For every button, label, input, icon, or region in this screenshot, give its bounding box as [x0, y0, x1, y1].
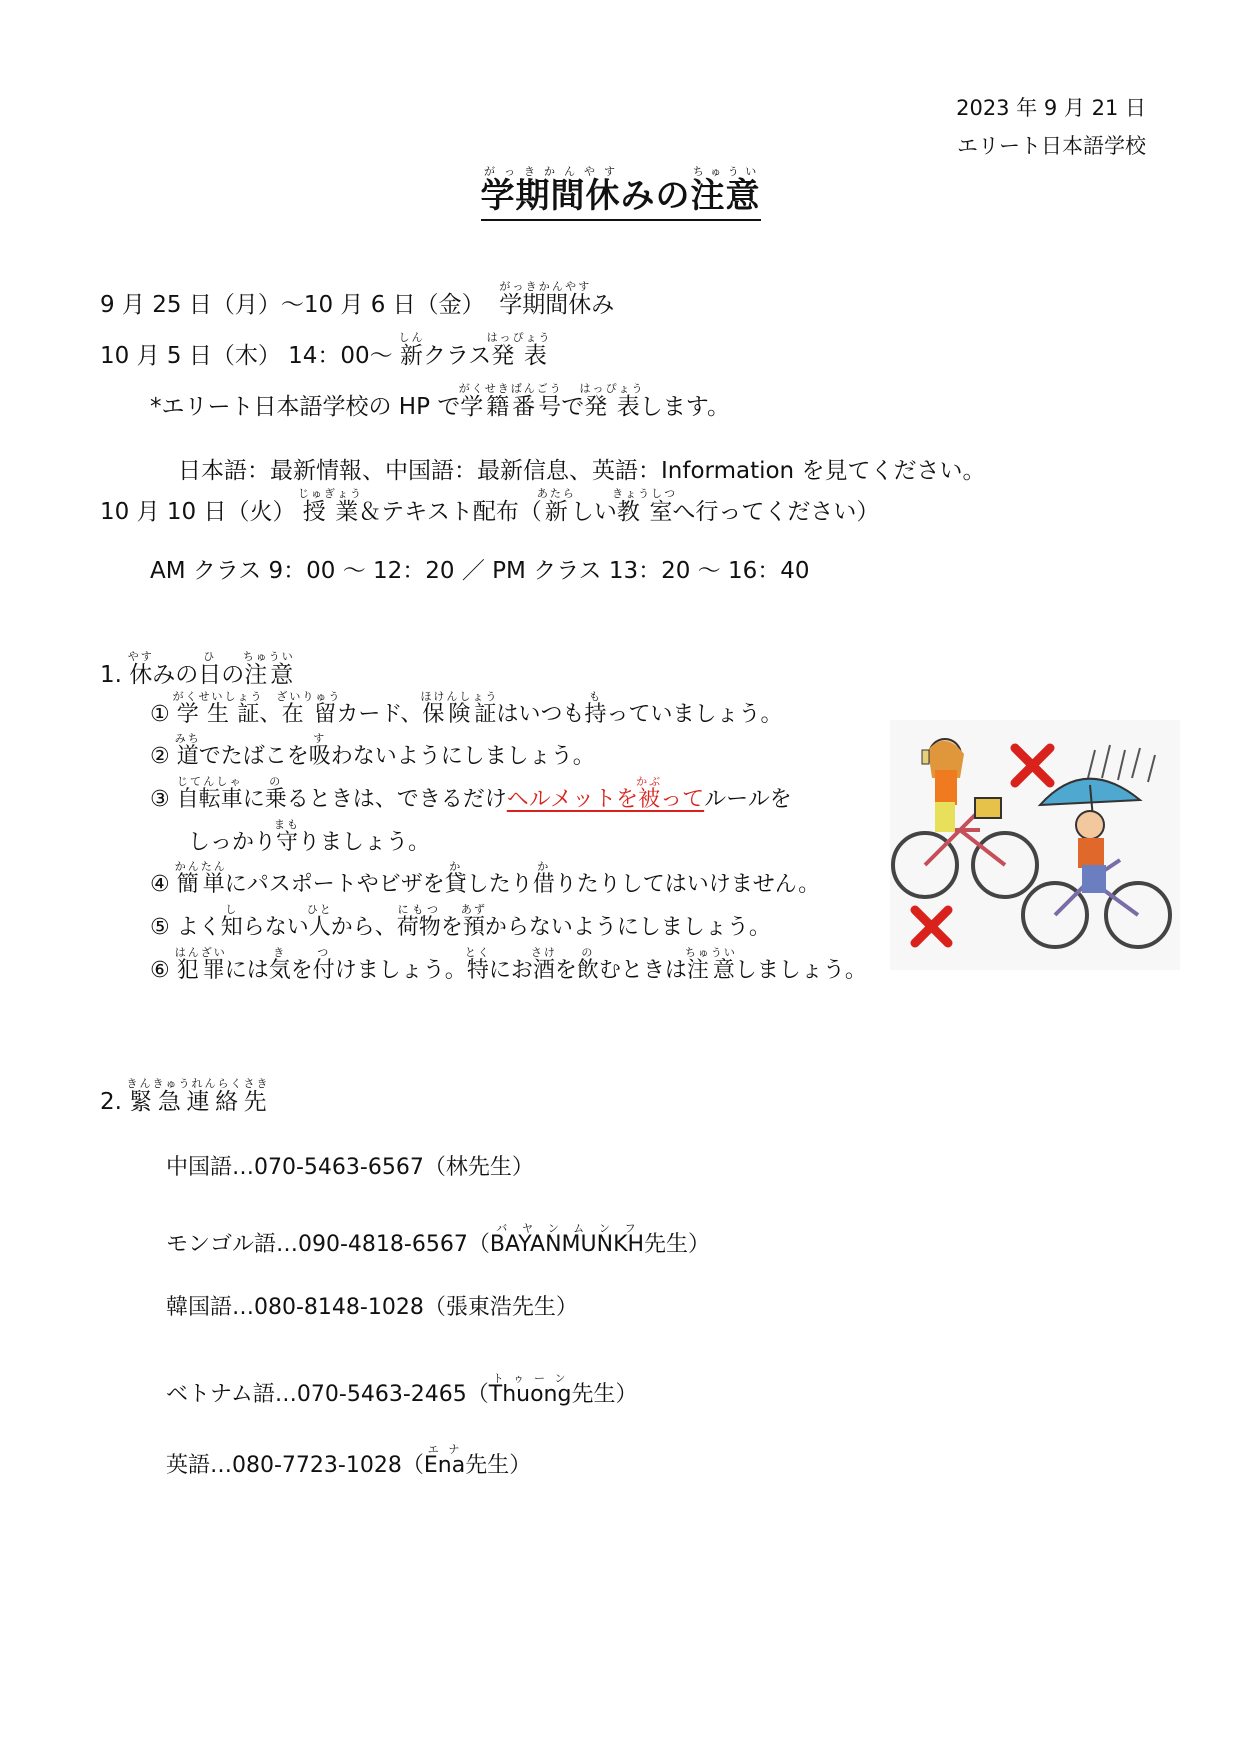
rule1-ruby-6 — [584, 690, 607, 727]
rule4-ruby-0 — [174, 860, 227, 897]
rule-marker: ⑥ — [150, 958, 177, 983]
wear-ruby-base: 被 — [636, 787, 663, 812]
announce-rt: はっぴょう — [486, 331, 552, 344]
rule5-ruby-3 — [306, 903, 333, 940]
wear-tail: って — [660, 787, 705, 812]
rule1-text-1: 、 — [259, 702, 282, 727]
rule5-ruby-7-base: 預 — [460, 915, 487, 940]
break-ruby — [499, 280, 592, 318]
rule6-text-9: を — [554, 958, 577, 983]
rule6-ruby-0-base: 犯罪 — [174, 958, 227, 983]
title-rt-2: ちゅうい — [690, 165, 761, 178]
contact-tail: 先生） — [465, 1453, 532, 1478]
rule6-ruby-0 — [174, 946, 227, 983]
announce-base: 発表 — [486, 343, 552, 369]
rule6-ruby-8-rt: さけ — [530, 946, 557, 959]
rule3-ruby-2-rt: の — [264, 775, 287, 788]
schedule-line-3 — [150, 382, 730, 421]
new2-rt: あたら — [536, 487, 576, 500]
rule1-ruby-4-rt: ほけんしょう — [420, 690, 499, 703]
contact-line — [166, 1372, 637, 1408]
rule1-ruby-4-base: 保険証 — [420, 702, 499, 727]
rule1-text-7: っていましょう。 — [606, 702, 783, 727]
page-title — [481, 165, 761, 221]
s1-base-1: 休 — [127, 662, 154, 688]
rule5-ruby-3-base: 人 — [306, 915, 333, 940]
classroom-ruby — [612, 487, 678, 525]
class-word: クラス — [423, 343, 492, 369]
section2-num: 2. — [100, 1089, 130, 1115]
rule1-ruby-6-rt: も — [584, 690, 607, 703]
rule2-ruby-2-rt: す — [308, 732, 331, 745]
rule5-text-4: から、 — [330, 915, 397, 940]
schedule-line-4: 日本語：最新情報、中国語：最新信息、英語：Information を見てください。 — [178, 458, 986, 484]
rule4-text-1: にパスポートやビザを — [224, 872, 445, 897]
rule2-ruby-2-base: 吸 — [308, 744, 331, 769]
rule5-ruby-3-rt: ひと — [306, 903, 333, 916]
rule6-text-5: けましょう。 — [334, 958, 467, 983]
wear-ruby — [636, 775, 663, 812]
contact-name — [489, 1222, 645, 1257]
title-ruby-2 — [690, 165, 761, 216]
rule-item — [150, 946, 867, 984]
rule4-ruby-4 — [532, 860, 555, 897]
rule-item — [150, 860, 820, 898]
new-rt: しん — [398, 331, 425, 344]
hp-note-c: します。 — [639, 394, 730, 420]
break-dates: 9 月 25 日（月）～10 月 6 日（金） — [100, 292, 485, 318]
rule1-ruby-0 — [172, 690, 264, 727]
rule5-text-2: らない — [242, 915, 309, 940]
title-base-1: 学期間休 — [480, 176, 621, 216]
s1-base-3: 注意 — [242, 662, 295, 688]
class-announce-date: 10 月 5 日（木） 14：00～ — [100, 343, 400, 369]
s2-ruby — [126, 1077, 270, 1115]
rule4-text-3: したり — [466, 872, 533, 897]
section1-heading — [100, 650, 295, 689]
rule6-ruby-0-rt: はんざい — [174, 946, 227, 959]
rule4-ruby-2 — [444, 860, 467, 897]
rule6-ruby-4 — [312, 946, 335, 983]
contact-name-rt: トゥーン — [488, 1372, 572, 1385]
rule6-ruby-12 — [684, 946, 737, 983]
rule3-ruby-2-base: 乗 — [264, 787, 287, 812]
contact-name — [423, 1443, 466, 1478]
break-base: 学期間休 — [499, 292, 592, 318]
contact-text: 中国語…070-5463-6567（林先生） — [166, 1155, 534, 1180]
contact-name — [488, 1372, 572, 1407]
rule1-ruby-2-base: 在留 — [276, 702, 342, 727]
student-number-ruby — [458, 382, 563, 420]
rule6-text-7: にお — [488, 958, 533, 983]
contact-text: 英語…080-7723-1028（ — [166, 1453, 424, 1478]
rule5-text-6: を — [440, 915, 463, 940]
rule2-ruby-0-rt: みち — [174, 732, 201, 745]
hp-note-b: で — [561, 394, 585, 420]
rule6-ruby-2-rt: き — [268, 946, 291, 959]
wear-ruby-rt: かぶ — [636, 775, 663, 788]
rule5-ruby-5-base: 荷物 — [396, 915, 441, 940]
rule5-ruby-1 — [220, 903, 243, 940]
contact-name-rt: バヤンムンフ — [489, 1222, 645, 1235]
date-text: 2023 年 9 月 21 日 — [956, 96, 1146, 120]
rule-item — [150, 732, 595, 770]
rule-item-continuation — [188, 818, 430, 856]
announce2-base: 発表 — [579, 394, 645, 420]
rule1-ruby-2-rt: ざいりゅう — [276, 690, 342, 703]
text-dist: ＆テキスト配布（ — [358, 499, 542, 525]
rule6-ruby-6-base: 特 — [464, 958, 491, 983]
rule3-after: ルールを — [704, 787, 792, 812]
rule-marker: ③ — [150, 787, 177, 812]
helmet-warning — [506, 775, 705, 812]
rule6-text-1: には — [224, 958, 269, 983]
school-name: エリート日本語学校 — [957, 134, 1146, 158]
go-classroom: へ行ってください） — [672, 499, 880, 525]
section2-heading — [100, 1077, 269, 1116]
new-ruby — [398, 331, 425, 369]
rule3b-ruby-1-base: 守 — [274, 830, 301, 855]
rule-item — [150, 690, 783, 728]
lesson-base: 授業 — [298, 499, 364, 525]
contact-text: ベトナム語…070-5463-2465（ — [166, 1382, 489, 1407]
rule3-text-1: に — [242, 787, 265, 812]
s1-rt-2: ひ — [198, 650, 222, 663]
helmet-text: ヘルメットを — [506, 787, 639, 812]
break-tail: み — [591, 292, 615, 318]
rule4-ruby-0-rt: かんたん — [174, 860, 227, 873]
contact-tail: 先生） — [644, 1232, 711, 1257]
new-base: 新 — [398, 343, 425, 369]
rule6-ruby-2 — [268, 946, 291, 983]
rule6-ruby-10-base: 飲 — [576, 958, 599, 983]
rule5-ruby-7-rt: あず — [460, 903, 487, 916]
rule4-ruby-2-rt: か — [444, 860, 467, 873]
title-rt-1: がっきかんやす — [480, 165, 621, 178]
s1-ruby-3 — [242, 650, 295, 688]
new2-base: 新 — [536, 499, 576, 525]
announce2-rt: はっぴょう — [579, 382, 645, 395]
rule3-ruby-0-rt: じてんしゃ — [176, 775, 243, 788]
contact-name-rt: エナ — [423, 1443, 466, 1456]
rule1-text-5: はいつも — [496, 702, 585, 727]
rule1-ruby-0-base: 学生証 — [172, 702, 264, 727]
classroom-base: 教室 — [612, 499, 678, 525]
s1-ruby-1 — [127, 650, 154, 688]
rule5-ruby-1-rt: し — [220, 903, 243, 916]
rule2-ruby-0 — [174, 732, 201, 769]
rule2-text-1: でたばこを — [198, 744, 309, 769]
rule-marker: ④ — [150, 872, 177, 897]
contact-line — [166, 1222, 710, 1258]
rule6-ruby-12-rt: ちゅうい — [684, 946, 737, 959]
rule6-ruby-10 — [576, 946, 599, 983]
rule-marker: ⑤ — [150, 915, 177, 940]
new2-tail: しい — [570, 499, 617, 525]
rule6-ruby-2-base: 気 — [268, 958, 291, 983]
rule3-ruby-0 — [176, 775, 243, 812]
class-times: AM クラス 9：00 ～ 12：20 ／ PM クラス 13：20 ～ 16：40 — [150, 558, 810, 584]
rule-marker: ① — [150, 702, 177, 727]
rule5-ruby-7 — [460, 903, 487, 940]
classroom-rt: きょうしつ — [612, 487, 678, 500]
hp-note-a: *エリート日本語学校の HP で — [150, 394, 461, 420]
contact-name-base: Ena — [423, 1453, 466, 1478]
s2-rt: きんきゅうれんらくさき — [126, 1077, 270, 1090]
rule-marker: ② — [150, 744, 177, 769]
rule2-ruby-0-base: 道 — [174, 744, 201, 769]
rule3b-text-0: しっかり — [188, 830, 277, 855]
rule1-ruby-6-base: 持 — [584, 702, 607, 727]
rule-item — [150, 775, 792, 813]
rule4-text-5: りたりしてはいけません。 — [554, 872, 821, 897]
title-mid: み — [620, 176, 656, 216]
s1-rt-3: ちゅうい — [242, 650, 295, 663]
new2-ruby — [536, 487, 576, 525]
rule5-text-0: よく — [176, 915, 221, 940]
contact-line — [166, 1150, 534, 1181]
rule6-text-3: を — [290, 958, 313, 983]
title-lead: の — [655, 176, 691, 216]
section1-num: 1. — [100, 662, 130, 688]
rule6-ruby-4-base: 付 — [312, 958, 335, 983]
rule6-ruby-4-rt: つ — [312, 946, 335, 959]
contact-name-base: Thuong — [488, 1382, 572, 1407]
rule3b-ruby-1 — [274, 818, 301, 855]
contact-text: モンゴル語…090-4818-6567（ — [166, 1232, 490, 1257]
student-number-base: 学籍番号 — [458, 394, 563, 420]
rule3-text-3: るときは、できるだけ — [286, 787, 507, 812]
rule6-ruby-8 — [530, 946, 557, 983]
title-container — [0, 165, 1241, 221]
rule1-ruby-2 — [276, 690, 342, 727]
title-base-2: 注意 — [690, 176, 761, 216]
lesson-ruby — [298, 487, 364, 525]
title-ruby-1 — [480, 165, 621, 216]
rule6-text-13: しましょう。 — [734, 958, 867, 983]
contact-line — [166, 1443, 531, 1479]
rule6-ruby-8-base: 酒 — [530, 958, 557, 983]
rule4-ruby-4-rt: か — [532, 860, 555, 873]
rule-item — [150, 903, 771, 941]
announce-ruby — [486, 331, 552, 369]
lesson-rt: じゅぎょう — [298, 487, 364, 500]
rule5-text-8: からないようにしましょう。 — [484, 915, 771, 940]
rule4-ruby-4-base: 借 — [532, 872, 555, 897]
contact-tail: 先生） — [571, 1382, 638, 1407]
rule2-ruby-2 — [308, 732, 331, 769]
rule5-ruby-5 — [396, 903, 441, 940]
rule1-ruby-0-rt: がくせいしょう — [172, 690, 264, 703]
bicycle-illustration — [890, 720, 1180, 970]
classes-start-date: 10 月 10 日（火） — [100, 499, 303, 525]
schedule-line-2 — [100, 331, 552, 370]
contact-text: 韓国語…080-8148-1028（張東浩先生） — [166, 1295, 578, 1320]
s1-mid-2: の — [221, 662, 245, 688]
rule1-text-3: カード、 — [336, 702, 423, 727]
rule6-ruby-10-rt: の — [576, 946, 599, 959]
contact-line — [166, 1290, 578, 1321]
rule6-ruby-6-rt: とく — [464, 946, 491, 959]
rule4-ruby-2-base: 貸 — [444, 872, 467, 897]
rule6-ruby-12-base: 注意 — [684, 958, 737, 983]
s2-base: 緊急連絡先 — [126, 1089, 270, 1115]
rule3-ruby-2 — [264, 775, 287, 812]
s1-base-2: 日 — [198, 662, 222, 688]
contact-name-base: BAYANMUNKH — [489, 1232, 645, 1257]
s1-mid-1: みの — [152, 662, 199, 688]
rule4-ruby-0-base: 簡単 — [174, 872, 227, 897]
student-number-rt: がくせきばんごう — [458, 382, 563, 395]
rule3b-ruby-1-rt: まも — [274, 818, 301, 831]
schedule-line-1 — [100, 280, 614, 319]
rule3-ruby-0-base: 自転車 — [176, 787, 243, 812]
s1-rt-1: やす — [127, 650, 154, 663]
rule1-ruby-4 — [420, 690, 499, 727]
break-rt: がっきかんやす — [499, 280, 592, 293]
rule5-ruby-1-base: 知 — [220, 915, 243, 940]
rule3b-text-2: りましょう。 — [298, 830, 431, 855]
rule6-text-11: むときは — [598, 958, 687, 983]
s1-ruby-2 — [198, 650, 222, 688]
rule2-text-3: わないようにしましょう。 — [330, 744, 595, 769]
announce2-ruby — [579, 382, 645, 420]
rule5-ruby-5-rt: にもつ — [396, 903, 441, 916]
schedule-line-5 — [100, 487, 879, 526]
rule6-ruby-6 — [464, 946, 491, 983]
